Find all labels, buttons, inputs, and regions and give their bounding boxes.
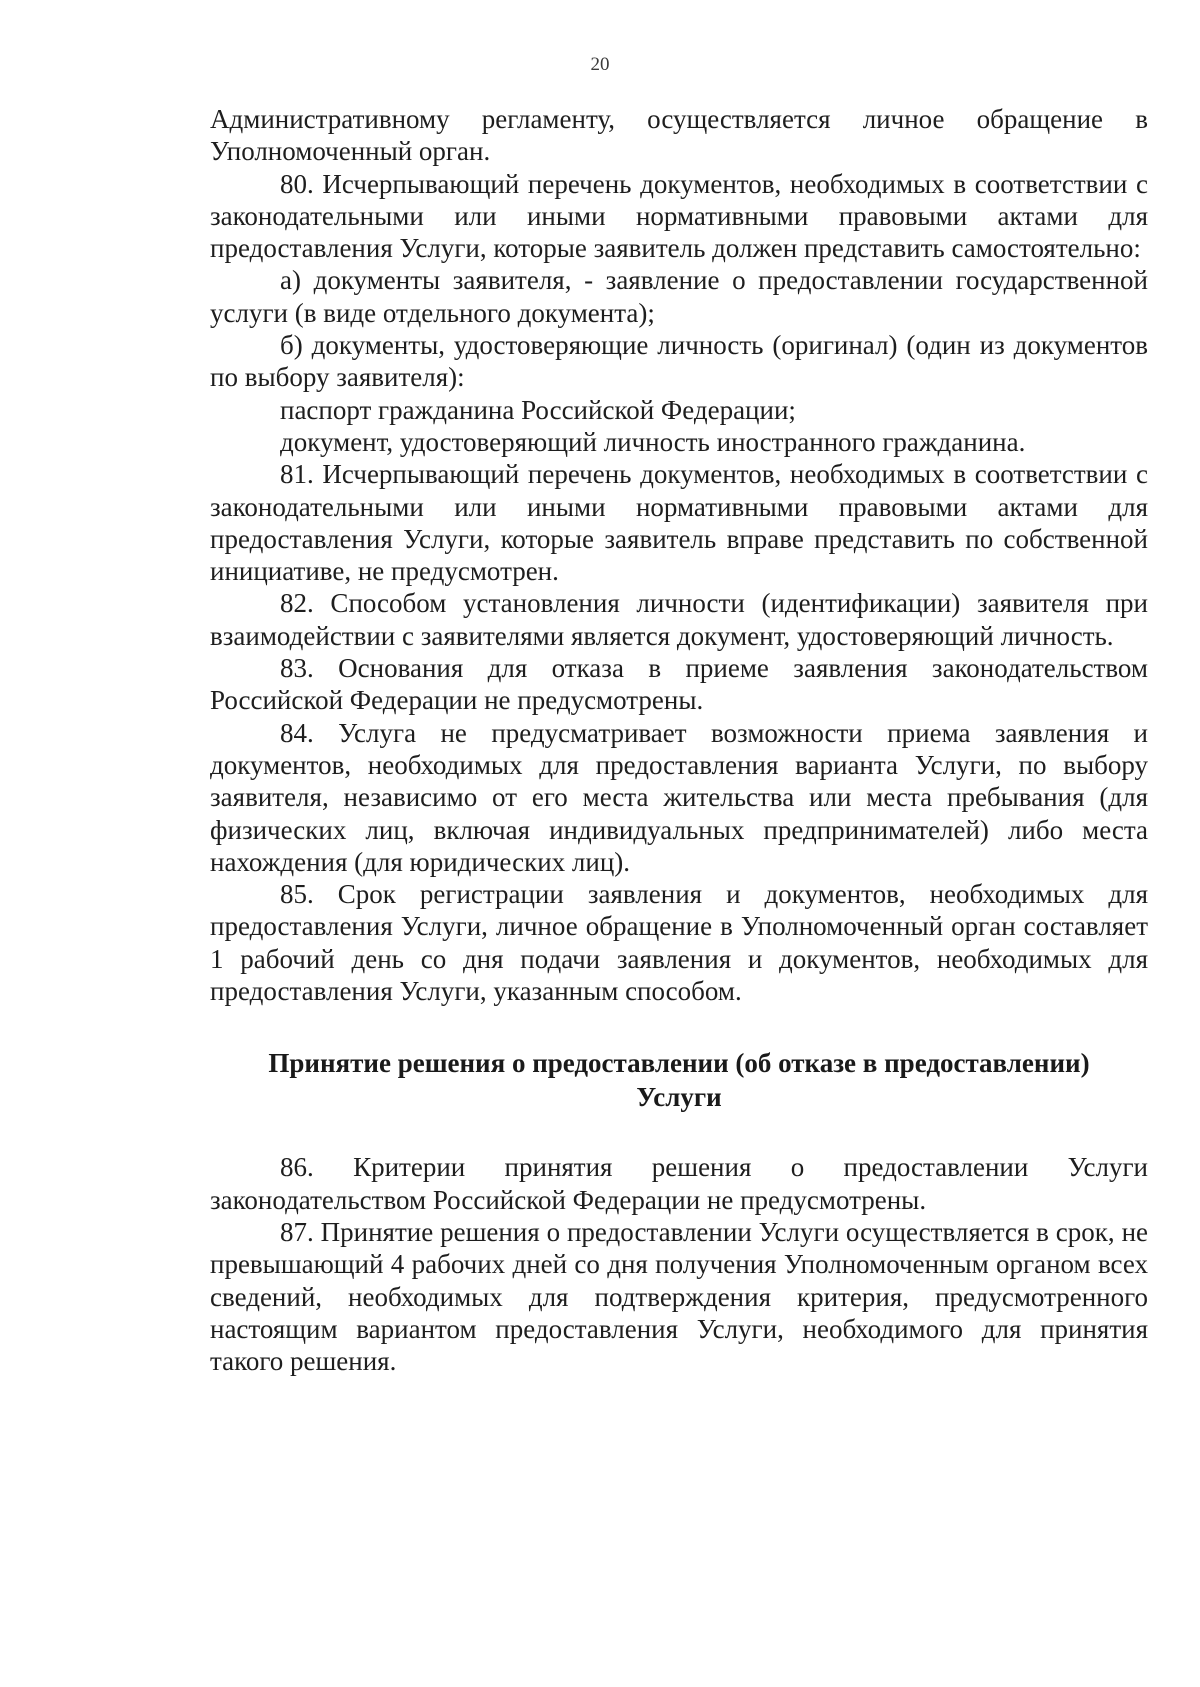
document-body bbox=[210, 103, 1148, 1377]
section-heading bbox=[210, 1046, 1148, 1114]
paragraph-80-a: а) документы заявителя, - заявление о предоставлении государственной услуги (в виде отдельного документа); bbox=[210, 265, 1148, 328]
section-heading-line-1: Принятие решения о предоставлении (об отказе в предоставлении) bbox=[268, 1048, 1090, 1079]
paragraph-84: 84. Услуга не предусматривает возможности приема заявления и документов, необходимых для предоставления варианта Услуги, по выбору заявителя, независимо от его места жительства или места пребывания (для физических лиц, включая индивидуальных предпринимателей) либо места нахождения (для юридических лиц). bbox=[210, 717, 1148, 877]
paragraph-80-b: б) документы, удостоверяющие личность (оригинал) (один из документов по выбору заявителя): bbox=[210, 330, 1148, 393]
paragraphs-top bbox=[210, 103, 1148, 1007]
page-number: 20 bbox=[590, 54, 610, 75]
section-heading-line-2: Услуги bbox=[636, 1082, 722, 1113]
paragraph-continuation: Административному регламенту, осуществляется личное обращение в Уполномоченный орган. bbox=[210, 104, 1148, 167]
paragraphs-bottom bbox=[210, 1151, 1148, 1377]
paragraph-82: 82. Способом установления личности (идентификации) заявителя при взаимодействии с заявителями является документ, удостоверяющий личность. bbox=[210, 588, 1148, 651]
paragraph-86: 86. Критерии принятия решения о предоставлении Услуги законодательством Российской Федерации не предусмотрены. bbox=[210, 1152, 1148, 1215]
paragraph-83: 83. Основания для отказа в приеме заявления законодательством Российской Федерации не предусмотрены. bbox=[210, 653, 1148, 716]
paragraph-81: 81. Исчерпывающий перечень документов, необходимых в соответствии с законодательными или иными нормативными правовыми актами для предоставления Услуги, которые заявитель вправе представить по собственной инициативе, не предусмотрен. bbox=[210, 459, 1148, 587]
paragraph-80: 80. Исчерпывающий перечень документов, необходимых в соответствии с законодательными или иными нормативными правовыми актами для предоставления Услуги, которые заявитель должен представить самостоятельно: bbox=[210, 168, 1148, 264]
paragraph-87: 87. Принятие решения о предоставлении Услуги осуществляется в срок, не превышающий 4 рабочих дней со дня получения Уполномоченным органом всех сведений, необходимых для подтверждения критерия, предусмотренного настоящим вариантом предоставления Услуги, необходимого для принятия такого решения. bbox=[210, 1216, 1148, 1377]
paragraph-80-b-1: паспорт гражданина Российской Федерации; bbox=[280, 394, 796, 425]
paragraph-80-b-2: документ, удостоверяющий личность иностранного гражданина. bbox=[280, 426, 1026, 457]
paragraph-85: 85. Срок регистрации заявления и документов, необходимых для предоставления Услуги, личное обращение в Уполномоченный орган составляет 1 рабочий день со дня подачи заявления и документов, необходимых для предоставления Услуги, указанным способом. bbox=[210, 879, 1148, 1007]
